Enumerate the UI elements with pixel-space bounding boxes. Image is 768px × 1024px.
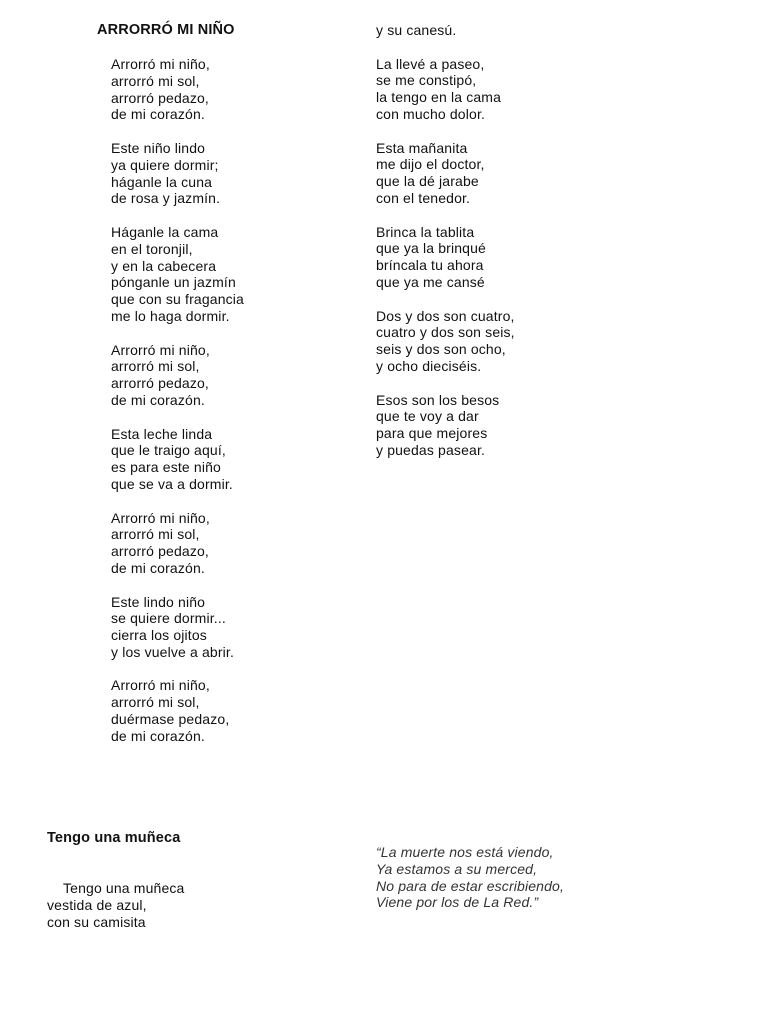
verse-line: se me constipó, [376, 72, 477, 89]
verse-line: de rosa y jazmín. [111, 190, 221, 207]
verse-line: la tengo en la cama [376, 89, 502, 106]
verse-line: duérmase pedazo, [111, 711, 230, 728]
verse-line: arrorró mi sol, [111, 694, 200, 711]
verse-line: y puedas pasear. [376, 441, 486, 458]
verse-line: Dos y dos son cuatro, [376, 307, 515, 324]
verse-line: que ya la brinqué [376, 240, 486, 257]
verse-line: que le traigo aquí, [111, 442, 226, 459]
verse-line: Arrorró mi niño, [111, 56, 210, 72]
stanza [111, 426, 244, 493]
verse-line: arrorró pedazo, [111, 89, 209, 106]
quote-line: Ya estamos a su merced, [376, 860, 538, 877]
verse-line: Esta mañanita [376, 139, 468, 156]
verse-line: Tengo una muñeca [63, 880, 185, 896]
verse-line: y su canesú. [376, 22, 457, 38]
verse-line: arrorró mi sol, [111, 358, 200, 375]
stanza [376, 308, 515, 375]
verse-line: Arrorró mi niño, [111, 341, 210, 358]
verse-line: Háganle la cama [111, 223, 219, 240]
verse-line: Este lindo niño [111, 593, 206, 610]
stanza [111, 56, 244, 123]
verse-line: con el tenedor. [376, 189, 471, 206]
verse-line: vestida de azul, [47, 896, 147, 913]
verse-line: pónganle un jazmín [111, 274, 236, 291]
verse-line: La llevé a paseo, [376, 55, 485, 72]
verse-line: con mucho dolor. [376, 105, 486, 122]
verse-line: que se va a dormir. [111, 475, 233, 492]
verse-line: Esta leche linda [111, 425, 213, 442]
verse-line: Brinca la tablita [376, 223, 475, 240]
verse-line: seis y dos son ocho, [376, 341, 506, 358]
verse-line: se quiere dormir... [111, 610, 226, 627]
verse-line: me lo haga dormir. [111, 307, 230, 324]
stanza [111, 677, 244, 744]
verse-line: cuatro y dos son seis, [376, 324, 515, 341]
verse-line: arrorró mi sol, [111, 72, 200, 89]
verse-line: háganle la cuna [111, 173, 213, 190]
verse-line: arrorró mi sol, [111, 526, 200, 543]
verse-line: bríncala tu ahora [376, 257, 484, 274]
verse-line: que ya me cansé [376, 273, 485, 290]
verse-line: Este niño lindo [111, 139, 206, 156]
stanza [376, 56, 515, 123]
verse-line: me dijo el doctor, [376, 156, 485, 173]
verse-line: ya quiere dormir; [111, 156, 219, 173]
verse-line: y en la cabecera [111, 257, 217, 274]
poem-column-left [111, 56, 244, 745]
verse-line: Arrorró mi niño, [111, 677, 210, 694]
quote-line: “La muerte nos está viendo, [376, 844, 554, 860]
verse-line: que te voy a dar [376, 408, 479, 425]
stanza [111, 510, 244, 577]
quote-line: Viene por los de La Red.” [376, 894, 539, 911]
verse-line: de mi corazón. [111, 727, 205, 744]
quote-line: No para de estar escribiendo, [376, 877, 565, 894]
stanza [376, 392, 515, 459]
verse-line: Esos son los besos [376, 391, 500, 408]
poem-column-right [376, 22, 515, 459]
poem-muneca-opening [47, 880, 185, 930]
verse-line: en el toronjil, [111, 240, 193, 257]
stanza [376, 140, 515, 207]
verse-line: que la dé jarabe [376, 173, 479, 190]
stanza [111, 140, 244, 207]
verse-line: y ocho dieciséis. [376, 357, 482, 374]
verse-line: Arrorró mi niño, [111, 509, 210, 526]
verse-line: de mi corazón. [111, 391, 205, 408]
verse-line: y los vuelve a abrir. [111, 643, 234, 660]
verse-line: que con su fragancia [111, 291, 244, 308]
verse-line: con su camisita [47, 913, 146, 930]
verse-line: de mi corazón. [111, 559, 205, 576]
quote-block [376, 844, 564, 911]
poem-title-arrorro: ARRORRÓ MI NIÑO [97, 22, 235, 38]
stanza [111, 594, 244, 661]
stanza [376, 224, 515, 291]
verse-line: arrorró pedazo, [111, 543, 209, 560]
verse-line: es para este niño [111, 459, 221, 476]
stanza [376, 22, 515, 39]
verse-line: arrorró pedazo, [111, 375, 209, 392]
stanza [111, 342, 244, 409]
verse-line: de mi corazón. [111, 106, 205, 123]
verse-line: cierra los ojitos [111, 627, 207, 644]
stanza [111, 224, 244, 325]
poem-title-tengo-una-muneca: Tengo una muñeca [47, 830, 181, 846]
verse-line: para que mejores [376, 425, 488, 442]
